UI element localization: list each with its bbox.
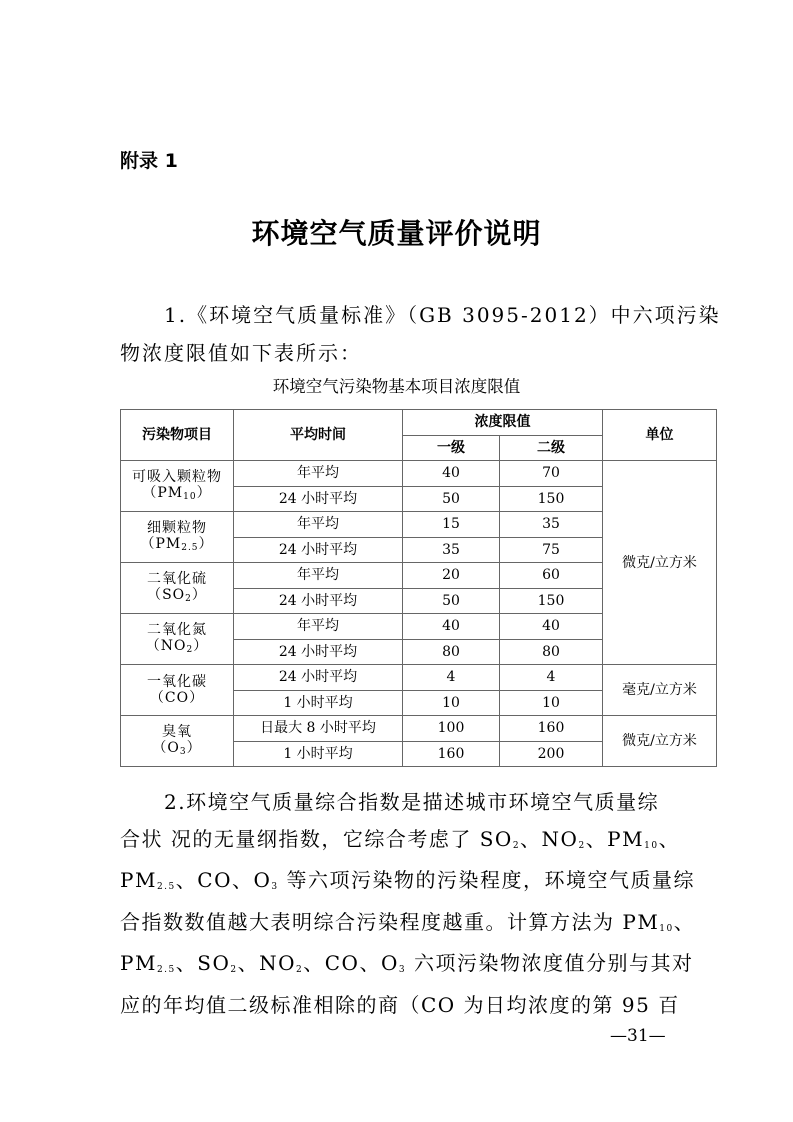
grade2-cell: 80: [500, 639, 603, 665]
table-row: [121, 461, 717, 487]
subscript: 2.5: [156, 882, 176, 892]
period-cell: 24 小时平均: [234, 486, 403, 512]
period-cell: 24 小时平均: [234, 588, 403, 614]
intro-line-1: 1.《环境空气质量标准》（GB 3095-2012）中六项污染: [164, 303, 721, 327]
index-line-4: [120, 904, 696, 946]
grade1-cell: 20: [403, 563, 500, 589]
index-paragraph: [120, 784, 696, 1023]
period-cell: 年平均: [234, 563, 403, 589]
intro-line-2: 物浓度限值如下表所示：: [120, 341, 362, 365]
period-cell: 年平均: [234, 614, 403, 640]
concentration-limits-table: [120, 409, 717, 767]
grade1-cell: 15: [403, 512, 500, 538]
subscript: 2.5: [156, 965, 176, 975]
grade1-cell: 40: [403, 614, 500, 640]
index-line-5: [120, 945, 694, 987]
header-period: 平均时间: [234, 410, 403, 461]
table-row: [121, 665, 717, 691]
subscript: 10: [659, 923, 674, 934]
formula-end: ）: [198, 536, 214, 552]
pollutant-name: 二氧化硫: [147, 571, 207, 587]
subscript: 2: [230, 965, 238, 975]
grade2-cell: 160: [500, 716, 603, 742]
subscript: 3: [271, 882, 279, 892]
period-cell: 年平均: [234, 512, 403, 538]
table-row: [121, 716, 717, 742]
formula-subscript: 2: [186, 645, 194, 655]
text-run: 、CO、O: [175, 868, 272, 892]
subscript: 10: [644, 840, 659, 851]
period-cell: 1 小时平均: [234, 741, 403, 767]
index-line-3: [120, 862, 695, 904]
grade2-cell: 4: [500, 665, 603, 691]
subscript: 2: [296, 965, 304, 975]
text-run: 合状 况的无量纲指数，它综合考虑了 SO: [120, 826, 513, 851]
text-run: 、: [658, 826, 681, 851]
grade1-cell: 160: [403, 741, 500, 767]
grade1-cell: 50: [403, 588, 500, 614]
text-run: 六项污染物浓度值分别与其对: [406, 951, 694, 975]
grade2-cell: 70: [500, 461, 603, 487]
header-grade1: 一级: [403, 435, 500, 461]
text-run: 、NO: [520, 826, 579, 851]
appendix-heading: 附录 1: [120, 150, 178, 172]
period-cell: 24 小时平均: [234, 639, 403, 665]
grade2-cell: 40: [500, 614, 603, 640]
pollutant-name: 臭氧: [162, 724, 192, 740]
grade2-cell: 150: [500, 588, 603, 614]
table-header-row: [121, 410, 717, 436]
grade1-cell: 50: [403, 486, 500, 512]
header-limit: 浓度限值: [403, 410, 603, 436]
header-grade2: 二级: [500, 435, 603, 461]
unit-mg: 毫克/立方米: [603, 665, 717, 716]
grade2-cell: 200: [500, 741, 603, 767]
unit-ug: 微克/立方米: [603, 461, 717, 665]
grade2-cell: 60: [500, 563, 603, 589]
subscript: 2: [578, 840, 586, 851]
text-run: PM: [120, 951, 157, 975]
formula-end: ）: [196, 485, 212, 501]
pollutant-name: 二氧化氮: [147, 622, 207, 638]
period-cell: 24 小时平均: [234, 665, 403, 691]
table-caption: 环境空气污染物基本项目浓度限值: [272, 377, 521, 396]
grade2-cell: 150: [500, 486, 603, 512]
subscript: 2: [512, 840, 521, 851]
pollutant-o3: [121, 716, 234, 767]
pollutant-so2: [121, 563, 234, 614]
grade2-cell: 35: [500, 512, 603, 538]
pollutant-formula: （NO: [145, 638, 187, 654]
index-line-1: 2.环境空气质量综合指数是描述城市环境空气质量综: [164, 790, 660, 814]
formula-subscript: 2: [185, 594, 192, 604]
text-run: 、SO: [175, 951, 231, 975]
pollutant-co: 一氧化碳 （CO）: [121, 665, 234, 716]
pollutant-pm25: [121, 512, 234, 563]
text-run: 、: [673, 909, 696, 934]
subscript: 3: [398, 965, 407, 975]
grade1-cell: 4: [403, 665, 500, 691]
header-unit: 单位: [603, 410, 717, 461]
document-title: 环境空气质量评价说明: [251, 217, 542, 250]
pollutant-formula: （SO: [147, 587, 186, 603]
pollutant-name: 细颗粒物: [147, 520, 207, 536]
formula-end: ）: [193, 638, 209, 654]
text-run: PM: [120, 868, 157, 892]
page-number: —31—: [610, 1026, 666, 1046]
grade1-cell: 10: [403, 690, 500, 716]
pollutant-pm10: [121, 461, 234, 512]
period-cell: 1 小时平均: [234, 690, 403, 716]
pollutant-formula: （O: [152, 740, 180, 756]
grade2-cell: 10: [500, 690, 603, 716]
grade1-cell: 100: [403, 716, 500, 742]
intro-paragraph: [120, 296, 721, 372]
text-run: 合指数数值越大表明综合污染程度越重。计算方法为 PM: [120, 909, 660, 934]
text-run: 、CO、O: [303, 951, 399, 975]
text-run: 、NO: [237, 951, 297, 975]
pollutant-formula: （PM: [142, 485, 184, 501]
formula-subscript: 10: [183, 492, 197, 502]
text-run: 等六项污染物的污染程度，环境空气质量综: [278, 868, 695, 892]
grade1-cell: 35: [403, 537, 500, 563]
formula-end: ）: [186, 740, 202, 756]
header-pollutant: 污染物项目: [121, 410, 234, 461]
grade1-cell: 40: [403, 461, 500, 487]
period-cell: 24 小时平均: [234, 537, 403, 563]
pollutant-formula: （PM: [140, 536, 182, 552]
grade2-cell: 75: [500, 537, 603, 563]
grade1-cell: 80: [403, 639, 500, 665]
text-run: 、PM: [585, 826, 645, 851]
period-cell: 年平均: [234, 461, 403, 487]
formula-subscript: 3: [179, 747, 187, 757]
pollutant-no2: [121, 614, 234, 665]
index-line-2: [120, 821, 680, 863]
unit-ug-o3: 微克/立方米: [603, 716, 717, 767]
period-cell: 日最大 8 小时平均: [234, 716, 403, 742]
index-line-6: 应的年均值二级标准相除的商（CO 为日均浓度的第 95 百: [120, 992, 680, 1017]
formula-end: ）: [191, 587, 207, 603]
pollutant-name: 可吸入颗粒物: [132, 469, 222, 485]
formula-subscript: 2.5: [181, 543, 199, 553]
